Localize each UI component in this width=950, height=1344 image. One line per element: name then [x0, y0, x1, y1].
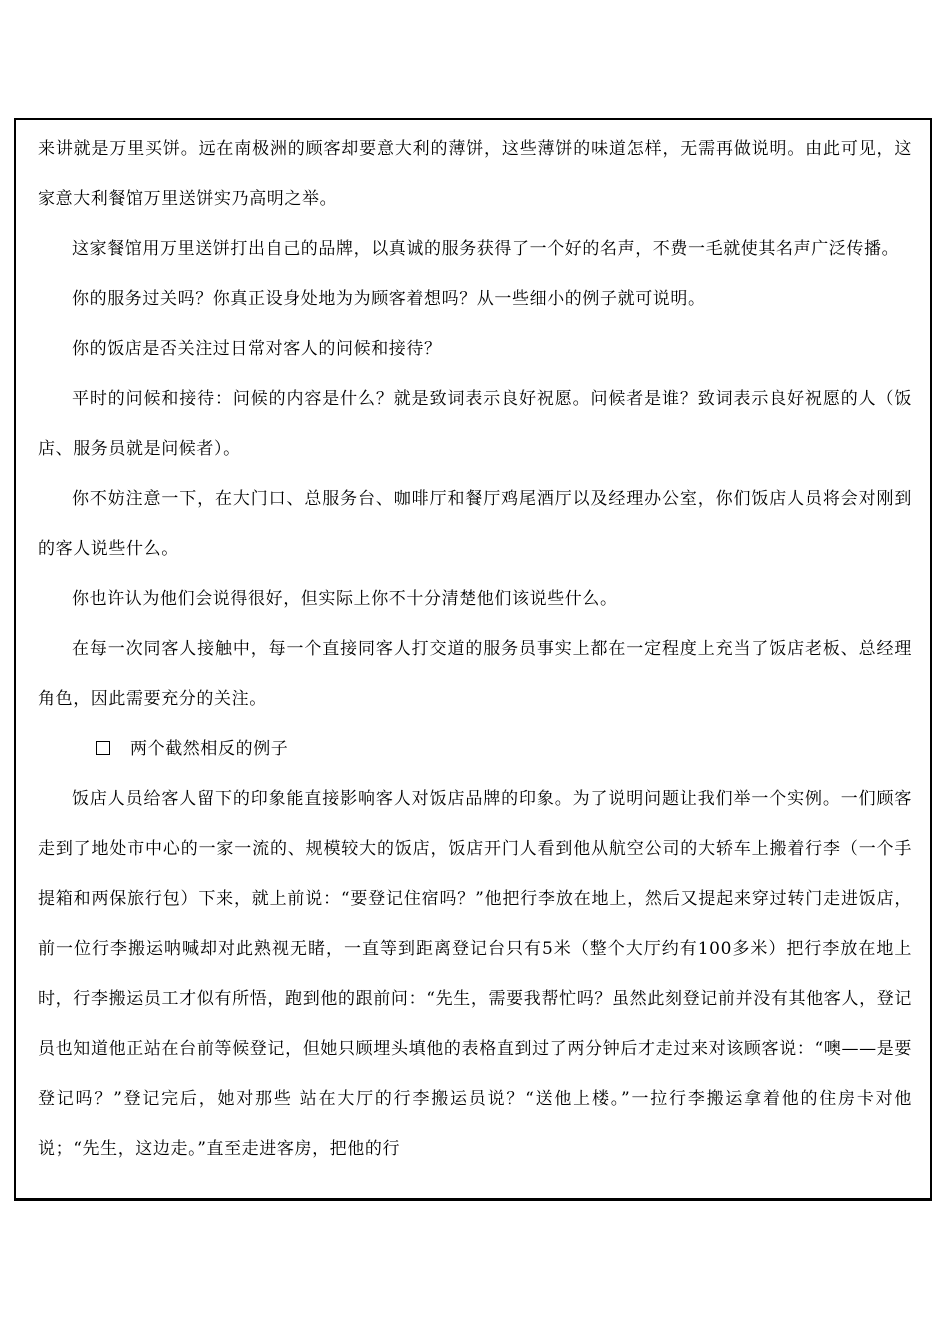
paragraph-8: 在每一次同客人接触中，每一个直接同客人打交道的服务员事实上都在一定程度上充当了饭店老板、总经理角色，因此需要充分的关注。 — [38, 639, 912, 709]
page-frame — [14, 118, 932, 1201]
document-body — [38, 124, 912, 1174]
paragraph-7: 你也许认为他们会说得很好，但实际上你不十分清楚他们该说些什么。 — [72, 589, 618, 609]
paragraph-1: 来讲就是万里买饼。远在南极洲的顾客却要意大利的薄饼，这些薄饼的味道怎样，无需再做说明。由此可见，这家意大利餐馆万里送饼实乃高明之举。 — [38, 139, 912, 209]
paragraph-3: 你的服务过关吗？你真正设身处地为为顾客着想吗？从一些细小的例子就可说明。 — [72, 289, 706, 309]
section-heading-text: 两个截然相反的例子 — [130, 739, 289, 759]
paragraph-2: 这家餐馆用万里送饼打出自己的品牌，以真诚的服务获得了一个好的名声，不费一毛就使其名声广泛传播。 — [72, 239, 900, 259]
checkbox-bullet-icon — [96, 741, 110, 755]
section-heading — [38, 724, 912, 774]
paragraph-4: 你的饭店是否关注过日常对客人的问候和接待？ — [72, 339, 442, 359]
paragraph-5: 平时的问候和接待：问候的内容是什么？就是致词表示良好祝愿。问候者是谁？致词表示良好祝愿的人（饭店、服务员就是问候者）。 — [38, 389, 912, 459]
story-paragraph: 饭店人员给客人留下的印象能直接影响客人对饭店品牌的印象。为了说明问题让我们举一个实例。一们顾客走到了地处市中心的一家一流的、规模较大的饭店，饭店开门人看到他从航空公司的大轿车上搬着行李（一个手提箱和两保旅行包）下来，就上前说：“要登记住宿吗？”他把行李放在地上，然后又提起来穿过转门走进饭店，前一位行李搬运呐喊却对此熟视无睹，一直等到距离登记台只有5米（整个大厅约有100多米）把行李放在地上时，行李搬运员工才似有所悟，跑到他的跟前问：“先生，需要我帮忙吗？虽然此刻登记前并没有其他客人，登记员也知道他正站在台前等候登记，但她只顾埋头填他的表格直到过了两分钟后才走过来对该顾客说：“噢——是要登记吗？”登记完后，她对那些 站在大厅的行李搬运员说？“送他上楼。”一拉行李搬运拿着他的住房卡对他说；“先生，这边走。”直至走进客房，把他的行 — [38, 789, 912, 1159]
paragraph-6: 你不妨注意一下，在大门口、总服务台、咖啡厅和餐厅鸡尾酒厅以及经理办公室，你们饭店人员将会对刚到的客人说些什么。 — [38, 489, 912, 559]
